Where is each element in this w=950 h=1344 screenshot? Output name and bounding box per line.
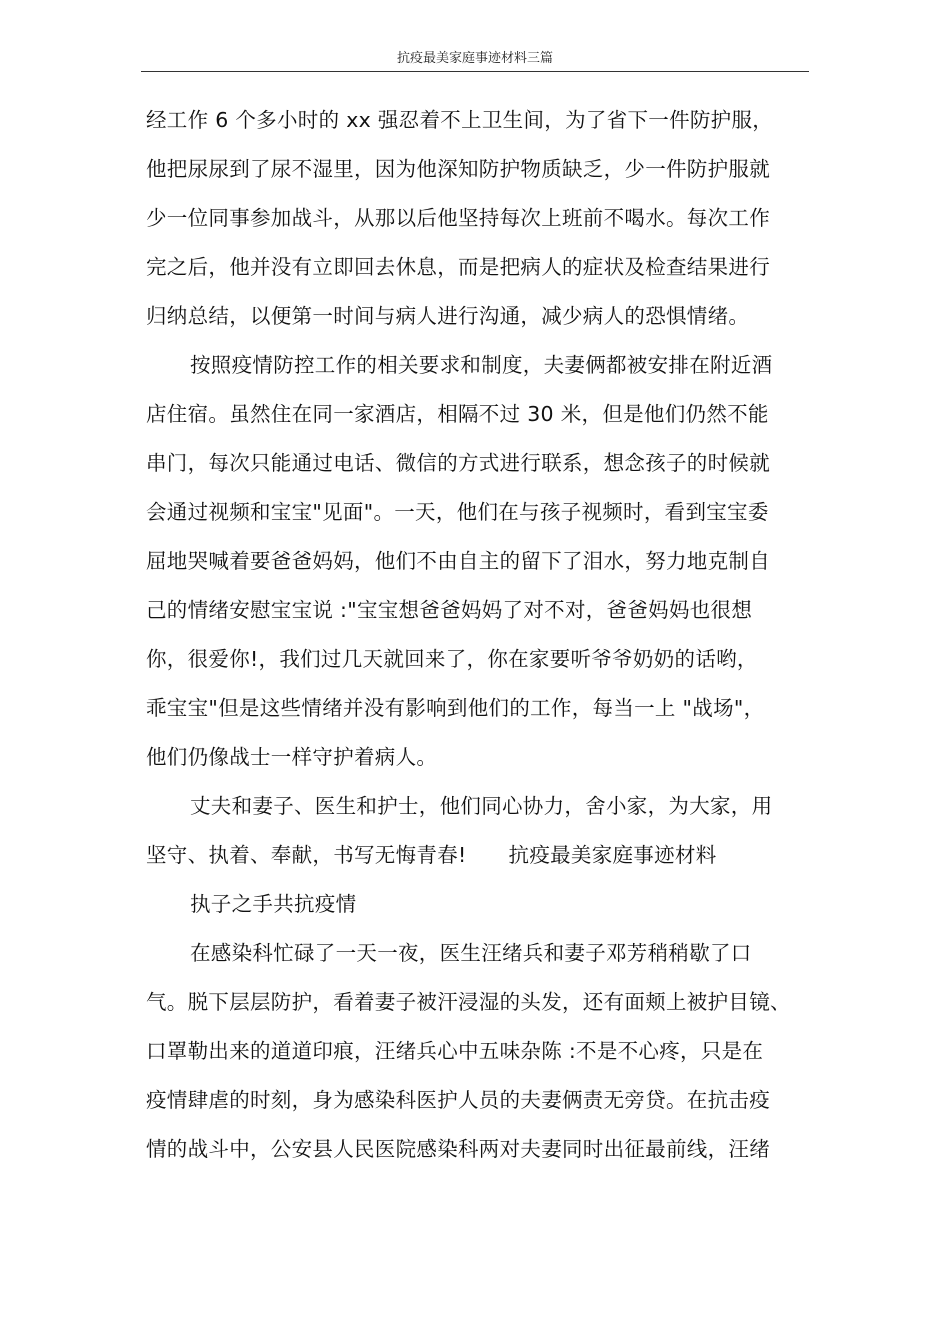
- body-line: 口罩勒出来的道道印痕，汪绪兵心中五味杂陈 :不是不心疼，只是在: [146, 1039, 764, 1063]
- body-line: 疫情肆虐的时刻，身为感染科医护人员的夫妻俩责无旁贷。在抗击疫: [146, 1088, 770, 1112]
- body-line: [146, 831, 814, 880]
- body-line: 屈地哭喊着要爸爸妈妈，他们不由自主的留下了泪水，努力地克制自: [146, 549, 770, 573]
- section-title-inline: 抗疫最美家庭事迹材料: [508, 843, 717, 867]
- body-line-text: 坚守、执着、奉献，书写无悔青春!: [146, 843, 467, 867]
- body-line: 他们仍像战士一样守护着病人。: [146, 745, 438, 769]
- body-line: 情的战斗中，公安县人民医院感染科两对夫妻同时出征最前线，汪绪: [146, 1137, 770, 1161]
- body-line: 按照疫情防控工作的相关要求和制度，夫妻俩都被安排在附近酒: [190, 353, 773, 377]
- body-line: 完之后，他并没有立即回去休息，而是把病人的症状及检查结果进行: [146, 255, 770, 279]
- body-line: 他把尿尿到了尿不湿里，因为他深知防护物质缺乏，少一件防护服就: [146, 157, 770, 181]
- body-line: 在感染科忙碌了一天一夜，医生汪绪兵和妻子邓芳稍稍歇了口: [190, 941, 752, 965]
- document-body: [146, 96, 814, 1174]
- section-subtitle: 执子之手共抗疫情: [190, 892, 357, 916]
- body-line: 经工作 6 个多小时的 xx 强忍着不上卫生间，为了省下一件防护服，: [146, 108, 774, 132]
- body-line: 串门，每次只能通过电话、微信的方式进行联系，想念孩子的时候就: [146, 451, 770, 475]
- body-line: 少一位同事参加战斗，从那以后他坚持每次上班前不喝水。每次工作: [146, 206, 770, 230]
- body-line: 己的情绪安慰宝宝说 :"宝宝想爸爸妈妈了对不对，爸爸妈妈也很想: [146, 598, 753, 622]
- body-line: 气。脱下层层防护，看着妻子被汗浸湿的头发，还有面颊上被护目镜、: [146, 990, 791, 1014]
- body-line: 你，很爱你!，我们过几天就回来了，你在家要听爷爷奶奶的话哟，: [146, 647, 758, 671]
- body-line: 丈夫和妻子、医生和护士，他们同心协力，舍小家，为大家，用: [190, 794, 773, 818]
- body-line: 会通过视频和宝宝"见面"。一天，他们在与孩子视频时，看到宝宝委: [146, 500, 769, 524]
- running-header: 抗疫最美家庭事迹材料三篇: [396, 51, 553, 66]
- body-line: 店住宿。虽然住在同一家酒店，相隔不过 30 米，但是他们仍然不能: [146, 402, 769, 426]
- body-line: 乖宝宝"但是这些情绪并没有影响到他们的工作，每当一上 "战场"，: [146, 696, 765, 720]
- body-line: 归纳总结，以便第一时间与病人进行沟通，减少病人的恐惧情绪。: [146, 304, 750, 328]
- header-divider: [141, 71, 809, 72]
